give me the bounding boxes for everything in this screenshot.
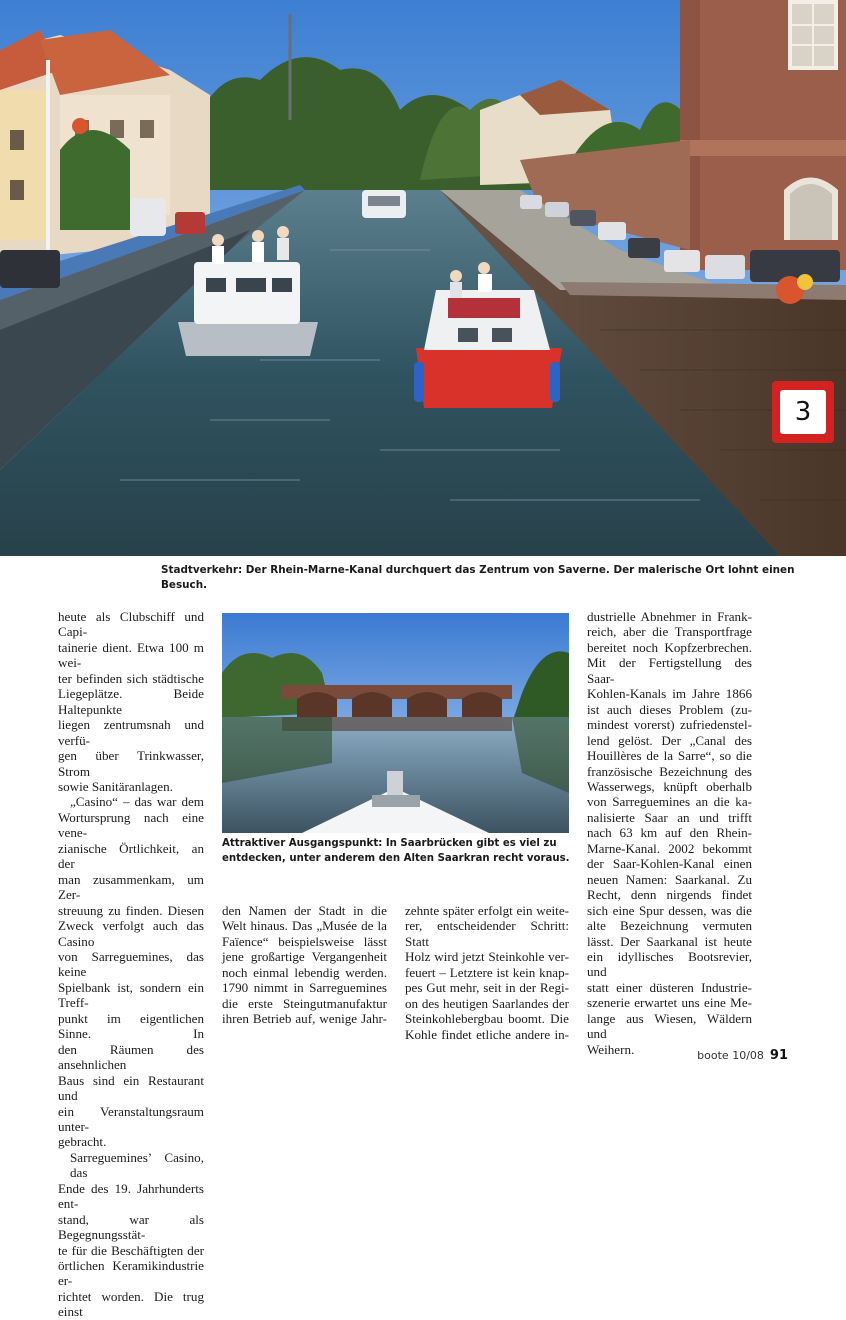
text-line: neuen Namen: Saarkanal. Zu	[587, 871, 752, 887]
article-column-2	[222, 903, 387, 1027]
text-line: ein idyllisches Bootsrevier, und	[587, 948, 752, 980]
text-line: Kohle findet etliche andere in-	[405, 1026, 569, 1042]
text-line: te für die Beschäftigten der	[58, 1242, 204, 1258]
text-line: Holz wird jetzt Steinkohle ver-	[405, 949, 569, 965]
inset-photo-saarbruecken	[222, 613, 569, 833]
text-line: Recht, denn nirgends findet	[587, 887, 752, 903]
text-line: gebracht.	[58, 1134, 107, 1150]
text-line: zianische Örtlichkeit, an der	[58, 840, 204, 872]
text-line: Spielbank ist, sondern ein Treff-	[58, 979, 204, 1011]
text-line: rer, entscheidender Schritt: Statt	[405, 918, 569, 949]
text-line: noch einmal lebendig werden.	[222, 964, 387, 980]
text-line: sowie Sanitäranlagen.	[58, 778, 173, 794]
text-line: man zusammenkam, um Zer-	[58, 871, 204, 903]
text-line: Liegeplätze. Beide Haltepunkte	[58, 686, 204, 717]
text-line: stand, war als Begegnungsstät-	[58, 1211, 204, 1243]
kilometer-sign-number: 3	[794, 397, 812, 427]
text-line: ter befinden sich städtische	[58, 670, 204, 686]
text-line: Houillères de la Sarre“, so die	[587, 748, 752, 764]
text-line: Weihern.	[587, 1041, 635, 1057]
canal-scene-illustration	[0, 0, 846, 556]
text-line: streuung zu finden. Diesen	[58, 902, 204, 918]
text-line: on des heutigen Saarlandes der	[405, 995, 569, 1011]
inset-photo-caption	[222, 836, 582, 866]
page-footer	[697, 1048, 788, 1063]
main-photo-saverne-canal	[0, 0, 846, 556]
text-line: Wasserwegs, knüpft oberhalb	[587, 778, 752, 794]
text-line: ein Veranstaltungsraum unter-	[58, 1103, 204, 1134]
text-line: liegen zentrumsnah und verfü-	[58, 717, 204, 748]
paragraph	[222, 903, 387, 1027]
text-line: bereitet noch Kopfzerbrechen.	[587, 639, 752, 655]
text-line: von Sarreguemines an die ka-	[587, 794, 752, 810]
text-line: tainerie dient. Etwa 100 m wei-	[58, 639, 204, 671]
text-line: dustrielle Abnehmer in Frank-	[587, 609, 752, 624]
text-line: Zweck verfolgt auch das Casino	[58, 918, 204, 949]
text-line: Mit der Fertigstellung des Saar-	[587, 655, 752, 686]
article-column-1	[58, 609, 204, 1320]
text-line: örtlichen Keramikindustrie er-	[58, 1258, 204, 1289]
text-line: französische Bezeichnung des	[587, 763, 752, 779]
text-line: lend gelöst. Der „Canal des	[587, 732, 752, 748]
paragraph	[58, 609, 204, 794]
kilometer-sign	[772, 381, 834, 443]
paragraph	[58, 1150, 204, 1320]
text-line: zehnte später erfolgt ein weite-	[405, 903, 569, 918]
paragraph	[58, 794, 204, 1149]
text-line: heute als Clubschiff und Capi-	[58, 609, 204, 640]
text-line: nach 63 km auf den Rhein-	[587, 825, 752, 841]
main-photo-caption: Stadtverkehr: Der Rhein-Marne-Kanal durchquert das Zentrum von Saverne. Der malerische Ort lohnt einen Besuch.	[161, 564, 795, 591]
text-line: von Sarreguemines, das keine	[58, 948, 204, 980]
text-line: Steinkohlebergbau boomt. Die	[405, 1011, 569, 1027]
text-line: 1790 nimmt in Sarreguemines	[222, 980, 387, 996]
article-column-3	[405, 903, 569, 1042]
text-line: mindest vorerst) zufriedenstel-	[587, 717, 752, 733]
text-line: Kohlen-Kanals im Jahre 1866	[587, 686, 752, 702]
text-line: Marne-Kanal. 2002 bekommt	[587, 840, 752, 856]
text-line: gen über Trinkwasser, Strom	[58, 748, 204, 779]
text-line: nalisierte Saar an und trifft	[587, 809, 752, 825]
text-line: statt einer düsteren Industrie-	[587, 979, 752, 995]
kilometer-sign-plate	[780, 390, 826, 434]
text-line: punkt im eigentlichen Sinne. In	[58, 1010, 204, 1042]
magazine-issue: boote 10/08	[697, 1049, 764, 1062]
text-line: Wortursprung nach eine vene-	[58, 809, 204, 841]
saarbruecken-bridge-illustration	[222, 613, 569, 833]
text-line: feuert – Letztere ist kein knap-	[405, 964, 569, 980]
text-line: Sarreguemines’ Casino, das	[70, 1149, 204, 1181]
text-line: ist auch dieses Problem (zu-	[587, 701, 752, 717]
paragraph	[587, 609, 752, 1057]
paragraph	[405, 903, 569, 1042]
text-line: Baus sind ein Restaurant und	[58, 1072, 204, 1104]
inset-caption-line-2: entdecken, unter anderem den Alten Saarkran recht voraus.	[222, 853, 570, 864]
text-line: Faïence“ beispielsweise lässt	[222, 933, 387, 949]
inset-caption-line-1: Attraktiver Ausgangspunkt: In Saarbrücken gibt es viel zu	[222, 838, 557, 849]
text-line: Welt hinaus. Das „Musée de la	[222, 918, 387, 934]
text-line: den Namen der Stadt in die	[222, 903, 387, 918]
text-line: den Räumen des ansehnlichen	[58, 1041, 204, 1073]
text-line: Ende des 19. Jahrhunderts ent-	[58, 1180, 204, 1212]
page-number: 91	[769, 1048, 788, 1063]
text-line: szenerie erwartet uns eine Me-	[587, 995, 752, 1011]
text-line: alte Bezeichnung vermuten	[587, 918, 752, 934]
text-line: ihren Betrieb auf, wenige Jahr-	[222, 1011, 387, 1027]
text-line: jene großartige Vergangenheit	[222, 949, 387, 965]
text-line: richtet worden. Die trug einst	[58, 1288, 204, 1320]
text-line: lange aus Wiesen, Wäldern und	[587, 1010, 752, 1042]
text-line: reich, aber die Transportfrage	[587, 624, 752, 640]
text-line: „Casino“ – das war dem	[70, 794, 204, 810]
text-line: pes Gut mehr, seit in der Regi-	[405, 980, 569, 996]
text-line: die erste Steingutmanufaktur	[222, 995, 387, 1011]
text-line: sich eine Spur dessen, was die	[587, 902, 752, 918]
article-column-4	[587, 609, 752, 1057]
text-line: lässt. Der Saarkanal ist heute	[587, 933, 752, 949]
text-line: der Saar-Kohlen-Kanal einen	[587, 856, 752, 872]
